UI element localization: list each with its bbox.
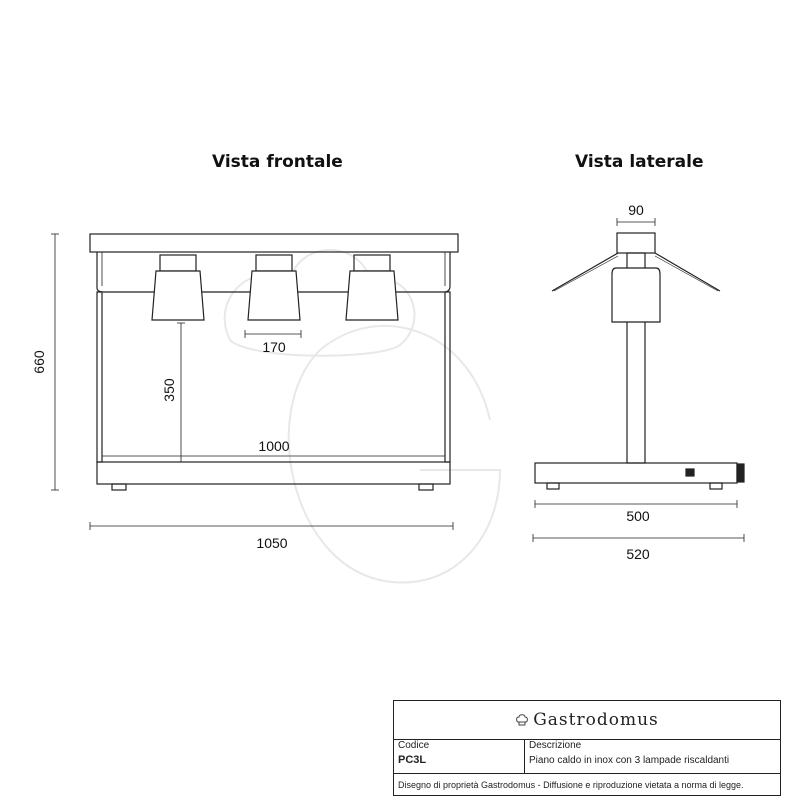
description-label: Descrizione xyxy=(529,740,582,751)
side-dimension-lines xyxy=(533,218,744,542)
side-switch xyxy=(686,469,694,476)
chef-hat-icon xyxy=(515,713,529,727)
lamp-2 xyxy=(248,255,300,320)
front-top-plate xyxy=(90,234,458,252)
side-lamp xyxy=(612,268,660,322)
code-value: PC3L xyxy=(398,754,427,766)
side-view xyxy=(535,233,744,489)
dim-label-1000: 1000 xyxy=(258,438,290,454)
side-knob xyxy=(737,464,744,482)
description-cell xyxy=(525,739,780,773)
side-foot-right xyxy=(710,483,722,489)
dim-label-500: 500 xyxy=(626,508,650,524)
dim-label-170: 170 xyxy=(262,339,286,355)
front-lamps xyxy=(152,255,398,320)
side-foot-left xyxy=(547,483,559,489)
dim-label-90: 90 xyxy=(628,202,644,218)
lamp-3 xyxy=(346,255,398,320)
code-cell xyxy=(394,739,525,773)
front-foot-left xyxy=(112,484,126,490)
side-top-block xyxy=(617,233,655,253)
title-block xyxy=(393,700,781,796)
front-base xyxy=(97,462,450,484)
side-view-title: Vista laterale xyxy=(575,152,704,172)
description-value: Piano caldo in inox con 3 lampade riscaldanti xyxy=(529,755,730,766)
copyright-notice: Disegno di proprietà Gastrodomus - Diffusione e riproduzione vietata a norma di legge. xyxy=(398,780,744,790)
code-label: Codice xyxy=(398,740,430,751)
front-right-leg xyxy=(445,292,450,462)
brand-name: Gastrodomus xyxy=(533,710,659,730)
front-foot-right xyxy=(419,484,433,490)
title-block-row xyxy=(394,739,780,774)
dim-label-350: 350 xyxy=(161,378,177,402)
dim-label-520: 520 xyxy=(626,546,650,562)
dim-label-1050: 1050 xyxy=(256,535,288,551)
front-view-title: Vista frontale xyxy=(212,152,343,172)
side-base xyxy=(535,463,737,483)
front-left-leg xyxy=(97,292,102,462)
brand-logo xyxy=(394,701,780,740)
dim-label-660: 660 xyxy=(31,350,47,374)
lamp-1 xyxy=(152,255,204,320)
